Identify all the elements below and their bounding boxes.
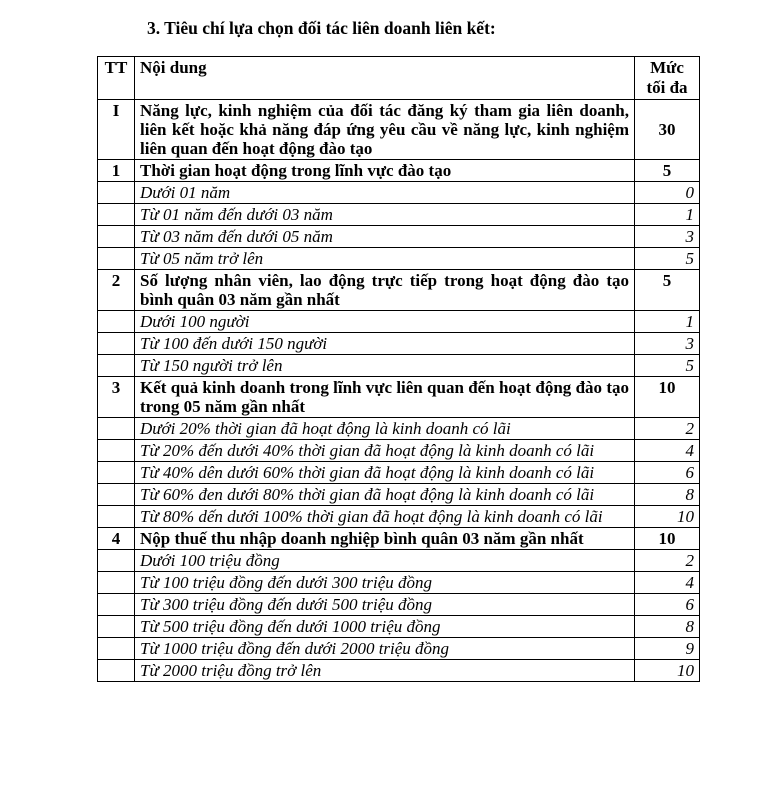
- row-content: Từ 1000 triệu đồng đến dưới 2000 triệu đồng: [135, 638, 635, 660]
- table-row: [98, 616, 700, 638]
- table-row: [98, 462, 700, 484]
- table-row: [98, 418, 700, 440]
- row-tt: [98, 440, 135, 462]
- row-tt: 2: [98, 270, 135, 311]
- row-score: 9: [635, 638, 700, 660]
- row-content: Kết quả kinh doanh trong lĩnh vực liên quan đến hoạt động đào tạo trong 05 năm gần nhất: [135, 377, 635, 418]
- row-score: 8: [635, 484, 700, 506]
- row-content: Năng lực, kinh nghiệm của đối tác đăng ký tham gia liên doanh, liên kết hoặc khả năng đáp ứng yêu cầu về năng lực, kinh nghiệm liên quan đến hoạt động đào tạo: [135, 100, 635, 160]
- row-content: Từ 150 người trở lên: [135, 355, 635, 377]
- row-score: 4: [635, 440, 700, 462]
- row-tt: [98, 462, 135, 484]
- row-content: Từ 20% đến dưới 40% thời gian đã hoạt động là kinh doanh có lãi: [135, 440, 635, 462]
- row-score: 8: [635, 616, 700, 638]
- table-row: [98, 333, 700, 355]
- row-tt: [98, 333, 135, 355]
- row-content: Dưới 100 triệu đồng: [135, 550, 635, 572]
- row-score: 6: [635, 462, 700, 484]
- row-content: Từ 300 triệu đồng đến dưới 500 triệu đồng: [135, 594, 635, 616]
- header-tt: TT: [98, 57, 135, 100]
- table-row: [98, 440, 700, 462]
- row-tt: [98, 506, 135, 528]
- row-tt: 4: [98, 528, 135, 550]
- criterion-row: [98, 377, 700, 418]
- row-score: 30: [635, 100, 700, 160]
- row-tt: 1: [98, 160, 135, 182]
- row-tt: [98, 616, 135, 638]
- criterion-row: [98, 528, 700, 550]
- row-content: Từ 2000 triệu đồng trở lên: [135, 660, 635, 682]
- section-heading: 3. Tiêu chí lựa chọn đối tác liên doanh liên kết:: [147, 18, 496, 38]
- row-tt: [98, 550, 135, 572]
- row-content: Từ 40% dên dưới 60% thời gian đã hoạt động là kinh doanh có lãi: [135, 462, 635, 484]
- row-tt: [98, 226, 135, 248]
- row-score: 5: [635, 248, 700, 270]
- row-tt: [98, 594, 135, 616]
- row-tt: [98, 484, 135, 506]
- table-row: [98, 484, 700, 506]
- row-score: 5: [635, 160, 700, 182]
- table-row: [98, 550, 700, 572]
- row-score: 5: [635, 270, 700, 311]
- row-content: Từ 01 năm đến dưới 03 năm: [135, 204, 635, 226]
- header-content: Nội dung: [135, 57, 635, 100]
- table-row: [98, 572, 700, 594]
- row-score: 4: [635, 572, 700, 594]
- row-score: 5: [635, 355, 700, 377]
- row-content: Từ 60% đen dưới 80% thời gian đã hoạt động là kinh doanh có lãi: [135, 484, 635, 506]
- table-row: [98, 182, 700, 204]
- row-tt: [98, 204, 135, 226]
- criterion-row: [98, 160, 700, 182]
- table-header-row: [98, 57, 700, 100]
- row-tt: [98, 182, 135, 204]
- table-row: [98, 506, 700, 528]
- row-tt: [98, 638, 135, 660]
- row-tt: [98, 248, 135, 270]
- row-tt: 3: [98, 377, 135, 418]
- row-tt: I: [98, 100, 135, 160]
- row-content: Từ 100 đến dưới 150 người: [135, 333, 635, 355]
- row-content: Từ 80% dến dưới 100% thời gian đã hoạt động là kinh doanh có lãi: [135, 506, 635, 528]
- row-content: Từ 03 năm đến dưới 05 năm: [135, 226, 635, 248]
- table-row: [98, 248, 700, 270]
- row-tt: [98, 311, 135, 333]
- row-score: 10: [635, 660, 700, 682]
- row-score: 10: [635, 528, 700, 550]
- row-score: 2: [635, 550, 700, 572]
- row-tt: [98, 572, 135, 594]
- row-score: 10: [635, 377, 700, 418]
- header-max-score: Mức tối đa: [635, 57, 700, 100]
- table-row: [98, 311, 700, 333]
- row-content: Dưới 20% thời gian đã hoạt động là kinh doanh có lãi: [135, 418, 635, 440]
- row-content: Dưới 01 năm: [135, 182, 635, 204]
- table-row: [98, 226, 700, 248]
- row-content: Số lượng nhân viên, lao động trực tiếp trong hoạt động đào tạo bình quân 03 năm gần nhất: [135, 270, 635, 311]
- table-row: [98, 204, 700, 226]
- table-row: [98, 638, 700, 660]
- row-score: 6: [635, 594, 700, 616]
- row-score: 0: [635, 182, 700, 204]
- row-tt: [98, 355, 135, 377]
- row-content: Từ 100 triệu đồng đến dưới 300 triệu đồng: [135, 572, 635, 594]
- row-content: Nộp thuế thu nhập doanh nghiệp bình quân 03 năm gần nhất: [135, 528, 635, 550]
- criterion-row: [98, 270, 700, 311]
- row-score: 3: [635, 226, 700, 248]
- table-row: [98, 594, 700, 616]
- row-content: Dưới 100 người: [135, 311, 635, 333]
- row-tt: [98, 660, 135, 682]
- criterion-row: [98, 100, 700, 160]
- row-score: 1: [635, 204, 700, 226]
- row-content: Thời gian hoạt động trong lĩnh vực đào tạo: [135, 160, 635, 182]
- row-score: 3: [635, 333, 700, 355]
- row-score: 10: [635, 506, 700, 528]
- table-row: [98, 660, 700, 682]
- row-content: Từ 500 triệu đồng đến dưới 1000 triệu đồng: [135, 616, 635, 638]
- row-score: 1: [635, 311, 700, 333]
- row-score: 2: [635, 418, 700, 440]
- table-row: [98, 355, 700, 377]
- row-content: Từ 05 năm trở lên: [135, 248, 635, 270]
- criteria-table: [97, 56, 700, 682]
- row-tt: [98, 418, 135, 440]
- criteria-table-body: [98, 100, 700, 682]
